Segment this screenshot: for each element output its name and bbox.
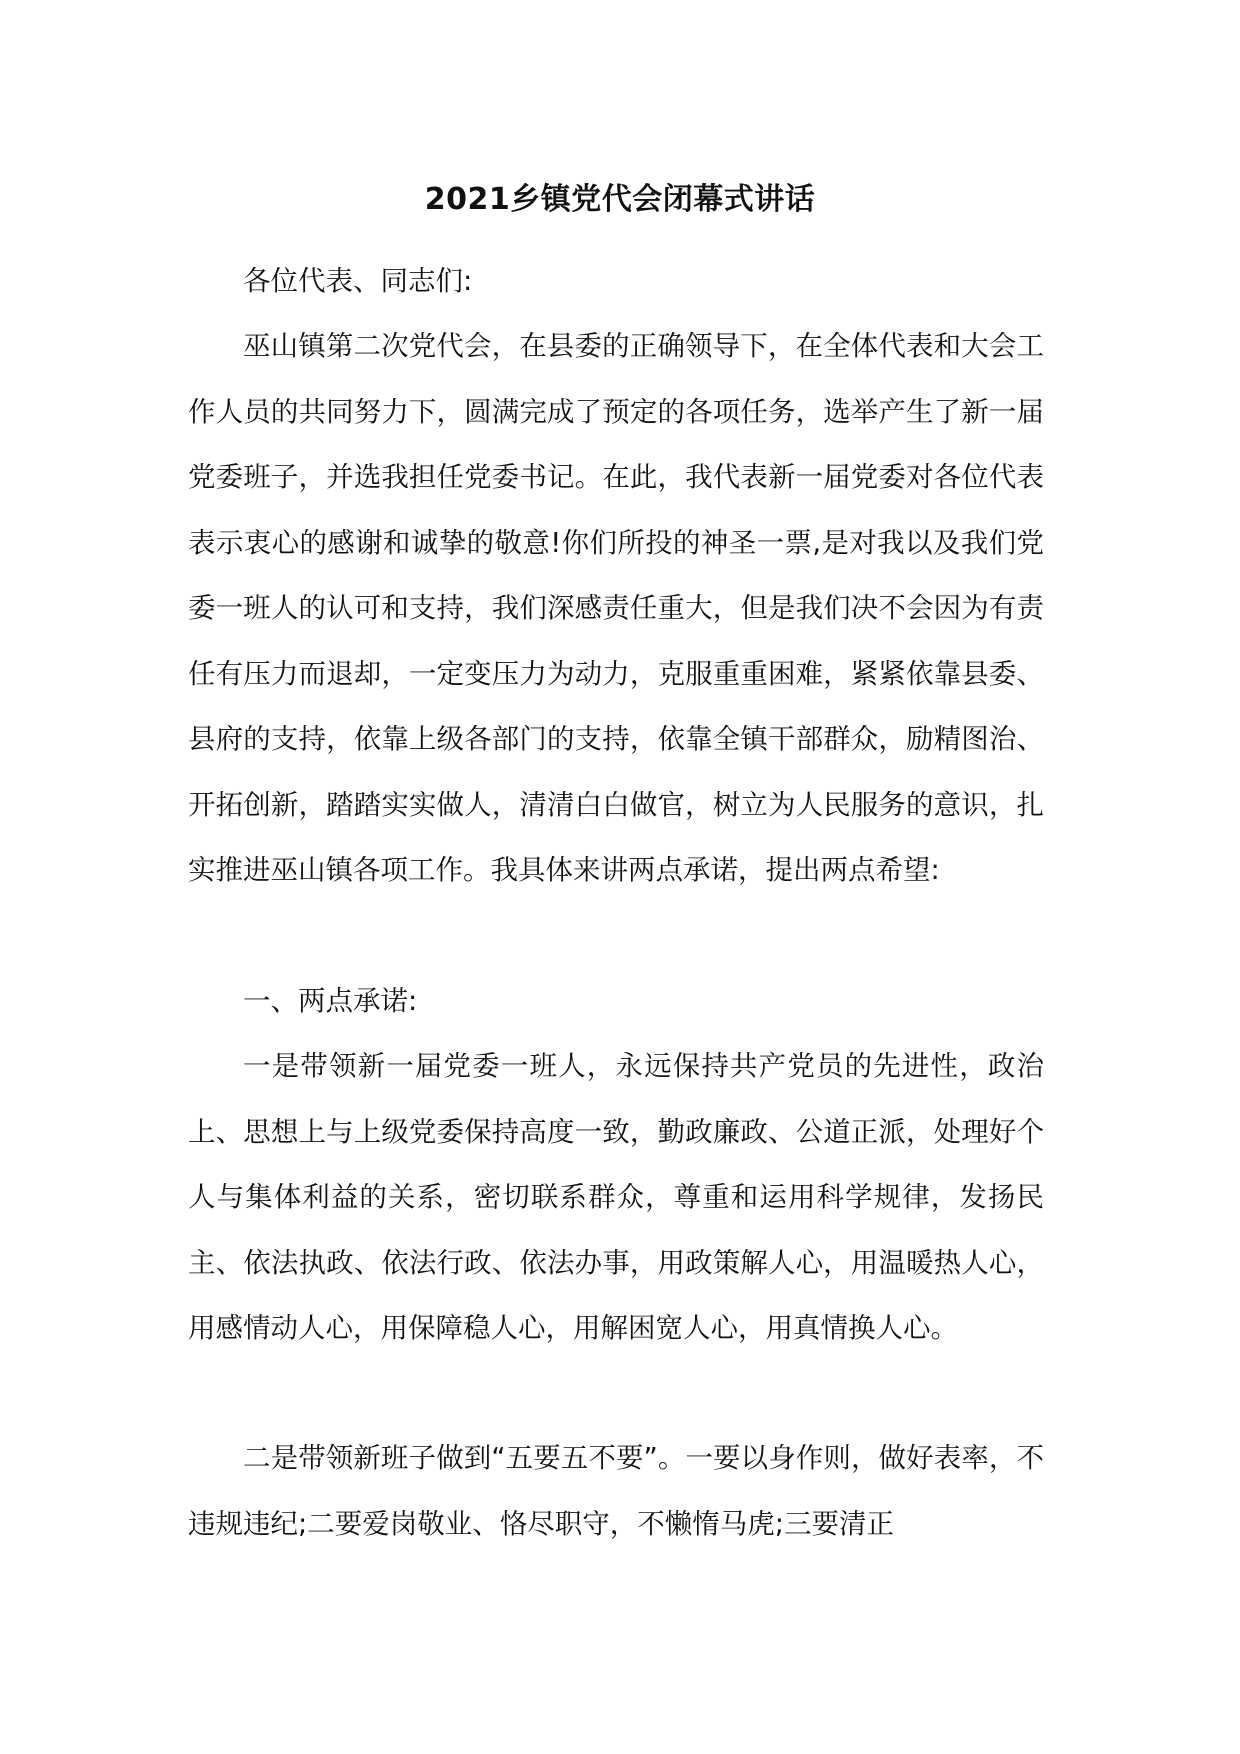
paragraph-opening: 巫山镇第二次党代会，在县委的正确领导下，在全体代表和大会工作人员的共同努力下，圆满完成了预定的各项任务，选举产生了新一届党委班子，并选我担任党委书记。在此，我代表新一届党委对各位代表表示衷心的感谢和诚挚的敬意!你们所投的神圣一票,是对我以及我们党委一班人的认可和支持，我们深感责任重大，但是我们决不会因为有责任有压力而退却，一定变压力为动力，克服重重困难，紧紧依靠县委、县府的支持，依靠上级各部门的支持，依靠全镇干部群众，励精图治、开拓创新，踏踏实实做人，清清白白做官，树立为人民服务的意识，扎实推进巫山镇各项工作。我具体来讲两点承诺，提出两点希望: — [188, 330, 1044, 886]
salutation-block — [188, 249, 1044, 315]
paragraph-promise-two: 二是带领新班子做到“五要五不要”。一要以身作则，做好表率，不违规违纪;二要爱岗敬业、恪尽职守，不懒惰马虎;三要清正 — [188, 1442, 1044, 1540]
document-title: 2021乡镇党代会闭幕式讲话 — [424, 182, 816, 217]
paragraph-block-1 — [188, 314, 1044, 904]
salutation: 各位代表、同志们: — [243, 265, 473, 297]
section-heading-block — [188, 969, 1044, 1035]
paragraph-promise-one: 一是带领新一届党委一班人，永远保持共产党员的先进性，政治上、思想上与上级党委保持高度一致，勤政廉政、公道正派，处理好个人与集体利益的关系，密切联系群众，尊重和运用科学规律，发扬民主、依法执政、依法行政、依法办事，用政策解人心，用温暖热人心，用感情动人心，用保障稳人心，用解困宽人心，用真情换人心。 — [188, 1050, 1044, 1344]
paragraph-block-2 — [188, 1034, 1044, 1362]
section-heading-promises: 一、两点承诺: — [243, 985, 418, 1017]
paragraph-block-3 — [188, 1426, 1044, 1557]
